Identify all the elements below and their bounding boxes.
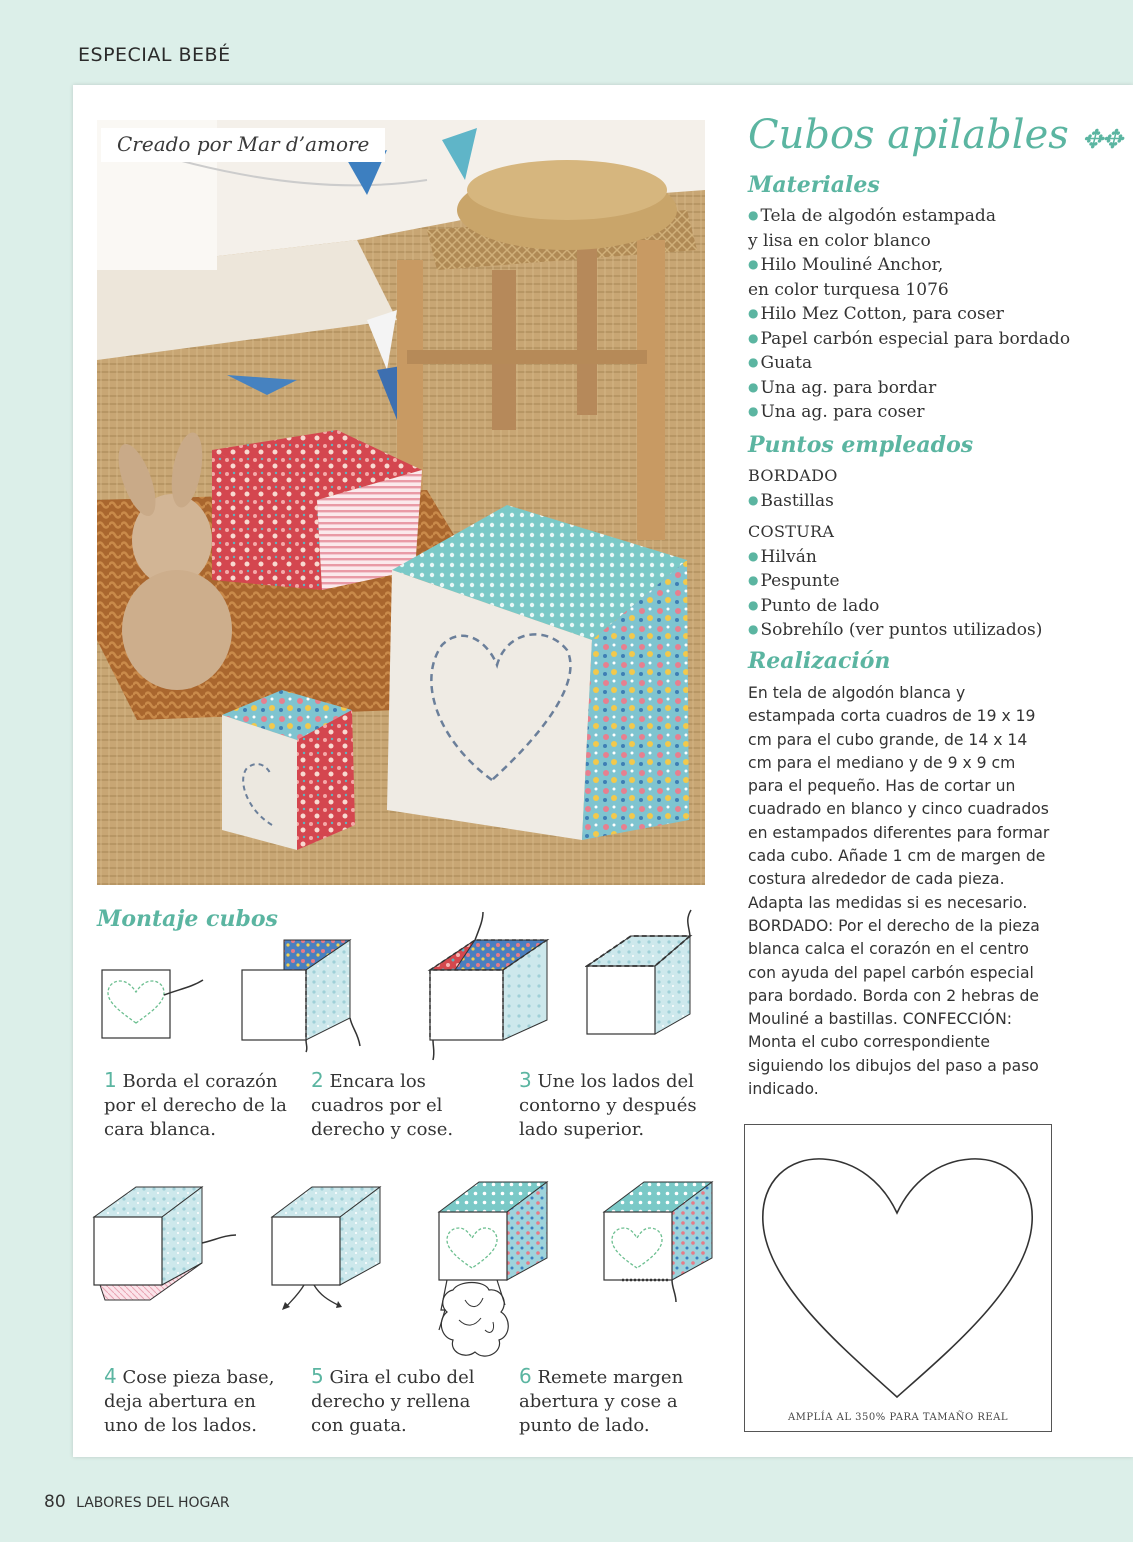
step5b-diagram [435, 1180, 555, 1374]
photo-credit: Creado por Mar d’amore [101, 128, 385, 162]
list-item: ● Una ag. para coser [748, 401, 1070, 426]
list-item: ● Punto de lado [748, 595, 1042, 620]
list-item: ● Hilo Mouliné Anchor, [748, 254, 1070, 279]
step-number: 3 [519, 1068, 532, 1092]
realizacion-text: En tela de algodón blanca y estampada corta cuadros de 19 x 19 cm para el cubo grande, de 14 x 14 cm para el mediano y de 9 x 9 cm para el pequeño. Has de cortar un cuadrado en blanco y cinco cuadrados en estampados diferentes para formar cada cubo. Añade 1 cm de margen de costura alrededor de cada pieza. Adapta las medidas si es necesario. BORDADO: Por el derecho de la pieza blanca calca el corazón en el centro con ayuda del papel carbón especial para bordado. Borda con 2 hebras de Mouliné a bastillas. CONFECCIÓN: Monta el cubo correspondiente siguiendo los dibujos del paso a paso indicado. [748, 684, 1050, 1099]
montaje-heading: Montaje cubos [97, 906, 278, 932]
group-label-bordado: BORDADO [748, 466, 838, 485]
page-title [748, 112, 1121, 158]
list-item: ● Una ag. para bordar [748, 377, 1070, 402]
step-5 [311, 1364, 481, 1438]
step-2 [311, 1068, 461, 1142]
materiales-list [748, 205, 1070, 426]
list-item: ● Sobrehílo (ver puntos utilizados) [748, 619, 1042, 644]
group-label-costura: COSTURA [748, 522, 835, 541]
step5-diagram [268, 1185, 388, 1319]
list-item: en color turquesa 1076 [748, 279, 949, 300]
list-item: ● Guata [748, 352, 1070, 377]
step-1 [104, 1068, 289, 1142]
step1-diagram [100, 965, 210, 1044]
step-number: 1 [104, 1068, 117, 1092]
step-number: 6 [519, 1364, 532, 1388]
section-label: ESPECIAL BEBÉ [78, 44, 231, 66]
heart-pattern [744, 1124, 1052, 1432]
list-item: ● Papel carbón especial para bordado [748, 328, 1070, 353]
list-item: ● Bastillas [748, 490, 1042, 515]
page-footer [44, 1492, 230, 1512]
puntos-list [748, 464, 1042, 644]
step-text: Encara los cuadros por el derecho y cose. [311, 1071, 454, 1140]
step-3 [519, 1068, 704, 1142]
step6-diagram [600, 1180, 720, 1314]
step-text: Cose pieza base, deja abertura en uno de los lados. [104, 1367, 275, 1436]
list-item: y lisa en color blanco [748, 230, 931, 251]
title-ornament: ✥✥ [1081, 125, 1122, 155]
step-4 [104, 1364, 279, 1438]
step2-diagram [240, 938, 370, 1057]
step-number: 2 [311, 1068, 324, 1092]
step3b-diagram [585, 908, 700, 1042]
page-number: 80 [44, 1492, 66, 1512]
product-photo [97, 120, 705, 885]
puntos-heading: Puntos empleados [748, 432, 974, 458]
magazine-name: LABORES DEL HOGAR [76, 1495, 230, 1511]
step-text: Remete margen abertura y cose a punto de lado. [519, 1367, 684, 1436]
list-item: ● Tela de algodón estampada [748, 205, 1070, 230]
list-item: ● Pespunte [748, 570, 1042, 595]
title-text: Cubos apilables [748, 112, 1069, 158]
step-text: Borda el corazón por el derecho de la cara blanca. [104, 1071, 287, 1140]
step-6 [519, 1364, 694, 1438]
step-number: 5 [311, 1364, 324, 1388]
materiales-heading: Materiales [748, 172, 880, 198]
realizacion-heading: Realización [748, 648, 891, 674]
step-text: Gira el cubo del derecho y rellena con guata. [311, 1367, 475, 1436]
step-text: Une los lados del contorno y después lado superior. [519, 1071, 697, 1140]
step-number: 4 [104, 1364, 117, 1388]
pattern-caption: AMPLÍA AL 350% PARA TAMAÑO REAL [787, 1412, 1009, 1423]
list-item: ● Hilo Mez Cotton, para coser [748, 303, 1070, 328]
list-item: ● Hilván [748, 546, 1042, 571]
step4-diagram [90, 1185, 240, 1319]
step3-diagram [425, 912, 555, 1066]
